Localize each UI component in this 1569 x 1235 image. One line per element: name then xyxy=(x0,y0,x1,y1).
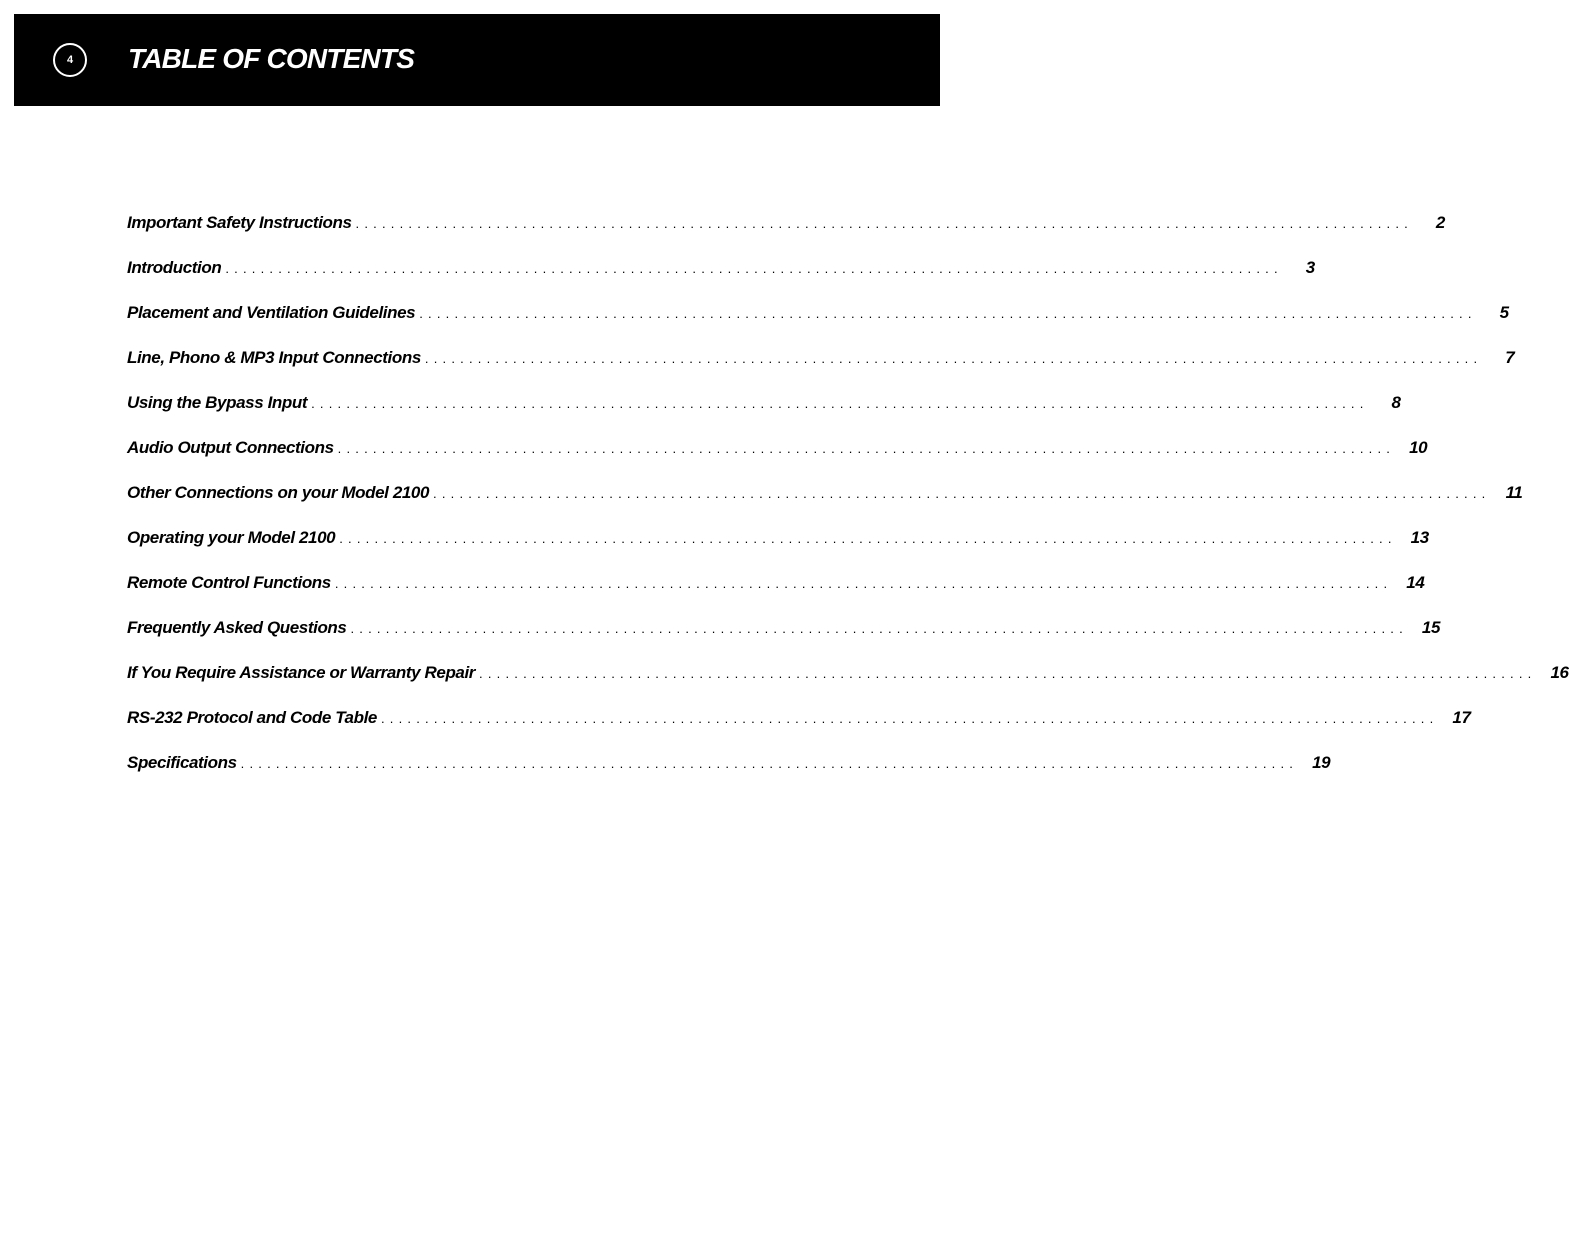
toc-entry-page: 7 xyxy=(1505,348,1515,367)
toc-entry-label: Introduction xyxy=(127,258,222,277)
toc-entry-label: If You Require Assistance or Warranty Repair xyxy=(127,663,476,682)
toc-entry-page: 17 xyxy=(1452,708,1471,727)
toc-entry[interactable] xyxy=(127,704,1471,749)
toc-entry-label: Important Safety Instructions xyxy=(127,213,352,232)
dot-leader: ........................................................................................................................ xyxy=(334,576,1393,591)
toc-entry-page: 2 xyxy=(1435,213,1445,232)
toc-entry-page: 15 xyxy=(1421,618,1440,637)
dot-leader: ........................................................................................................................ xyxy=(433,486,1491,501)
toc-entry-label: Audio Output Connections xyxy=(127,438,334,457)
dot-leader: ........................................................................................................................ xyxy=(479,666,1537,681)
toc-entry-page: 16 xyxy=(1550,663,1569,682)
toc-entry-page: 8 xyxy=(1391,393,1401,412)
toc-entry-label: Other Connections on your Model 2100 xyxy=(127,483,430,502)
toc-entry[interactable] xyxy=(127,749,1331,794)
header-bar xyxy=(14,14,940,106)
toc-entry-label: Frequently Asked Questions xyxy=(127,618,347,637)
toc-entry-page: 10 xyxy=(1409,438,1428,457)
toc-entry[interactable] xyxy=(127,254,1315,299)
toc-entry-label: RS-232 Protocol and Code Table xyxy=(127,708,377,727)
toc-entry[interactable] xyxy=(127,659,1569,704)
toc-entry-page: 11 xyxy=(1505,483,1523,502)
dot-leader: ........................................................................................................................ xyxy=(311,396,1369,411)
toc-entry[interactable] xyxy=(127,434,1428,479)
toc-entry-label: Remote Control Functions xyxy=(127,573,331,592)
toc-entry-label: Specifications xyxy=(127,753,237,772)
dot-leader: ........................................................................................................................ xyxy=(337,441,1396,456)
toc-entry[interactable] xyxy=(127,524,1429,569)
page-title: TABLE OF CONTENTS xyxy=(128,43,415,74)
toc-entry-label: Placement and Ventilation Guidelines xyxy=(127,303,416,322)
dot-leader: ........................................................................................................................ xyxy=(419,306,1477,321)
table-of-contents xyxy=(127,209,1569,794)
toc-entry-page: 5 xyxy=(1499,303,1509,322)
toc-entry[interactable] xyxy=(127,299,1509,344)
toc-entry-label: Using the Bypass Input xyxy=(127,393,308,412)
dot-leader: ........................................................................................................................ xyxy=(339,531,1397,546)
toc-entry-page: 3 xyxy=(1305,258,1315,277)
toc-entry-page: 14 xyxy=(1406,573,1425,592)
page-number-badge: 4 xyxy=(53,43,87,77)
toc-entry-label: Line, Phono & MP3 Input Connections xyxy=(127,348,421,367)
dot-leader: ........................................................................................................................ xyxy=(380,711,1439,726)
dot-leader: ........................................................................................................................ xyxy=(240,756,1299,771)
toc-entry[interactable] xyxy=(127,569,1425,614)
toc-entry[interactable] xyxy=(127,389,1401,434)
toc-entry[interactable] xyxy=(127,209,1445,254)
toc-entry-label: Operating your Model 2100 xyxy=(127,528,336,547)
toc-entry-page: 19 xyxy=(1312,753,1331,772)
dot-leader: ........................................................................................................................ xyxy=(355,216,1413,231)
dot-leader: ........................................................................................................................ xyxy=(424,351,1483,366)
toc-entry[interactable] xyxy=(127,614,1440,659)
dot-leader: ........................................................................................................................ xyxy=(350,621,1408,636)
dot-leader: ........................................................................................................................ xyxy=(225,261,1283,276)
toc-entry[interactable] xyxy=(127,344,1515,389)
toc-entry-page: 13 xyxy=(1410,528,1429,547)
toc-entry[interactable] xyxy=(127,479,1523,524)
